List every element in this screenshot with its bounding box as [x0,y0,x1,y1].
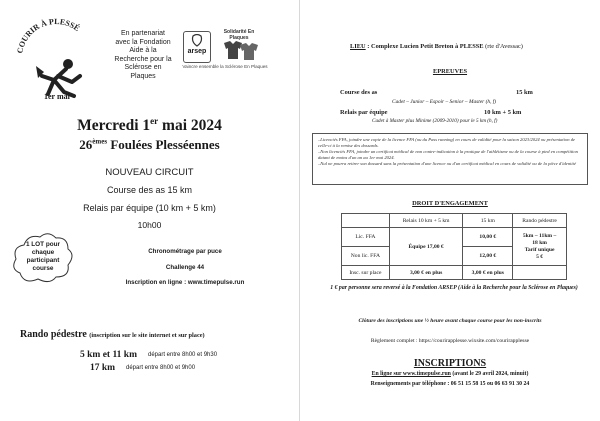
course-categories: Cadet – Junior – Espoir – Senior – Master (h, f) [392,99,497,105]
table-header-cell [342,214,390,228]
course-distance: 15 km [516,89,533,96]
cloud-line: 1 LOT pour [25,241,61,248]
note-item: –Non licenciés FFA, joindre un certificat médical de non contre-indication à la pratique de l'athlétisme ou de la course à pied en compétition datant de moins d'un an au 1er mai 2024. [318,149,578,160]
arsep-logo-text: arsep [187,48,207,55]
event-date: Mercredi 1er mai 2024 [77,116,222,135]
rando-times-2: départ entre 8h00 et 9h00 [126,365,196,371]
epreuves-heading: EPREUVES [432,68,468,75]
table-row [342,266,567,280]
lieu-label: LIEU [350,43,366,50]
solidarite-logo: Solidarité En Plaques [216,29,262,61]
event-edition: 26èmes Foulées Plesséennes [79,137,220,152]
circuit-label: NOUVEAU CIRCUIT [105,167,194,178]
lot-cloud [10,231,76,287]
logo-text: COURIR À PLESSÉ [15,18,82,55]
arsep-caption: Vaincre ensemble la Sclérose En Plaques [182,64,268,69]
fees-table [341,213,567,280]
cloud-line: chaque [31,249,55,256]
inscription-prefix: En ligne sur [371,371,403,377]
note-item: –Nul ne pourra retirer son dossard sans la présentation d'une licence ou d'un certificat médical en cours de validité ou de la pièce d'identité [318,161,576,166]
note-item: –Licenciés FFA, joindre une copie de la licence FFA (ou du Pass running) en cours de validité pour la saison 2023/2024 ou présentation de celle-ci à la remise des dossards. [318,137,576,148]
cloture-note: Clôture des inscriptions une ½ heure avant chaque course pour les non-inscrits [358,318,542,324]
rando-note: (inscription sur le site internet et sur place) [89,332,205,339]
reglement-link[interactable]: Règlement complet : https://courirapplesse.wixsite.com/courirapplesse [370,338,530,344]
rando-times-1: départ entre 8h00 et 9h30 [148,352,218,358]
course-label: Course des as 15 km [106,185,193,195]
inscriptions-title: INSCRIPTIONS [413,358,487,369]
logo-subtitle: 1er mai [44,92,70,101]
table-header-cell: Rando pédestre [513,214,567,228]
lieu-line [350,43,523,50]
relais-categories: Cadet à Master plus Minime (2009-2010) pour le 5 km (h, f) [372,118,498,124]
relais-price-cell: Équipe 17,00 € [389,228,463,266]
rando-distance-1: 5 km et 11 km [80,350,137,360]
inscription-online-label: Inscription en ligne : www.timepulse.run [125,279,245,286]
place-15km-price: 3,00 € en plus [463,266,513,280]
course-label: Course des as [340,89,378,96]
cloud-line: course [32,265,54,272]
challenge-label: Challenge 44 [165,264,205,271]
tshirt-icon [216,41,262,61]
rando-price-cell: 5km – 11km – 18 km Tarif unique 5 € [513,228,567,266]
start-time: 10h00 [137,220,162,230]
relais-label: Relais par équipe [340,109,388,116]
place-relais-price: 3,00 € en plus [389,266,463,280]
empty-cell [513,266,567,280]
row-label: Insc. sur place [342,266,390,280]
relais-distance: 10 km + 5 km [484,109,522,116]
licence-notes-box [312,133,588,185]
relais-label: Relais par équipe (10 km + 5 km) [83,203,216,213]
timepulse-link[interactable]: www.timepulse.run [402,371,451,377]
droit-heading: DROIT D'ENGAGEMENT [412,200,488,207]
arsep-logo [183,31,211,63]
inscription-deadline: (avant le 29 avril 2024, minuit) [450,371,529,377]
chrono-label: Chronométrage par puce [148,248,222,255]
svg-text:COURIR À PLESSÉ [15,18,82,54]
table-header-cell: Relais 10 km + 5 km [389,214,463,228]
phone-line: Renseignements par téléphone : 06 51 15 58 15 ou 06 63 91 30 24 [370,381,530,387]
rando-distance-2: 17 km [90,363,116,373]
inscription-line [300,371,600,377]
table-row [342,228,567,247]
table-header-row [342,214,567,228]
table-header-cell: 15 km [463,214,513,228]
cloud-line: participant [26,257,60,264]
lieu-extra: (rte d'Avessac) [483,43,523,50]
lic-15km-price: 10,00 € [463,228,513,247]
lieu-text: : Complexe Lucien Petit Breton à PLESSE [365,43,484,50]
donation-note: 1 € par personne sera reversé à la Fondation ARSEP (Aide à la Recherche pour la Sclérose en Plaques) [330,285,578,291]
rando-title: Rando pédestre [20,329,87,340]
row-label: Lic. FFA [342,228,390,247]
row-label: Non lic. FFA [342,247,390,266]
partner-text: En partenariat avec la Fondation Aide à la Recherche pour la Sclérose en Plaques [114,30,172,80]
arsep-ribbon-icon [184,34,210,48]
nonlic-15km-price: 12,00 € [463,247,513,266]
rando-heading [20,329,205,340]
